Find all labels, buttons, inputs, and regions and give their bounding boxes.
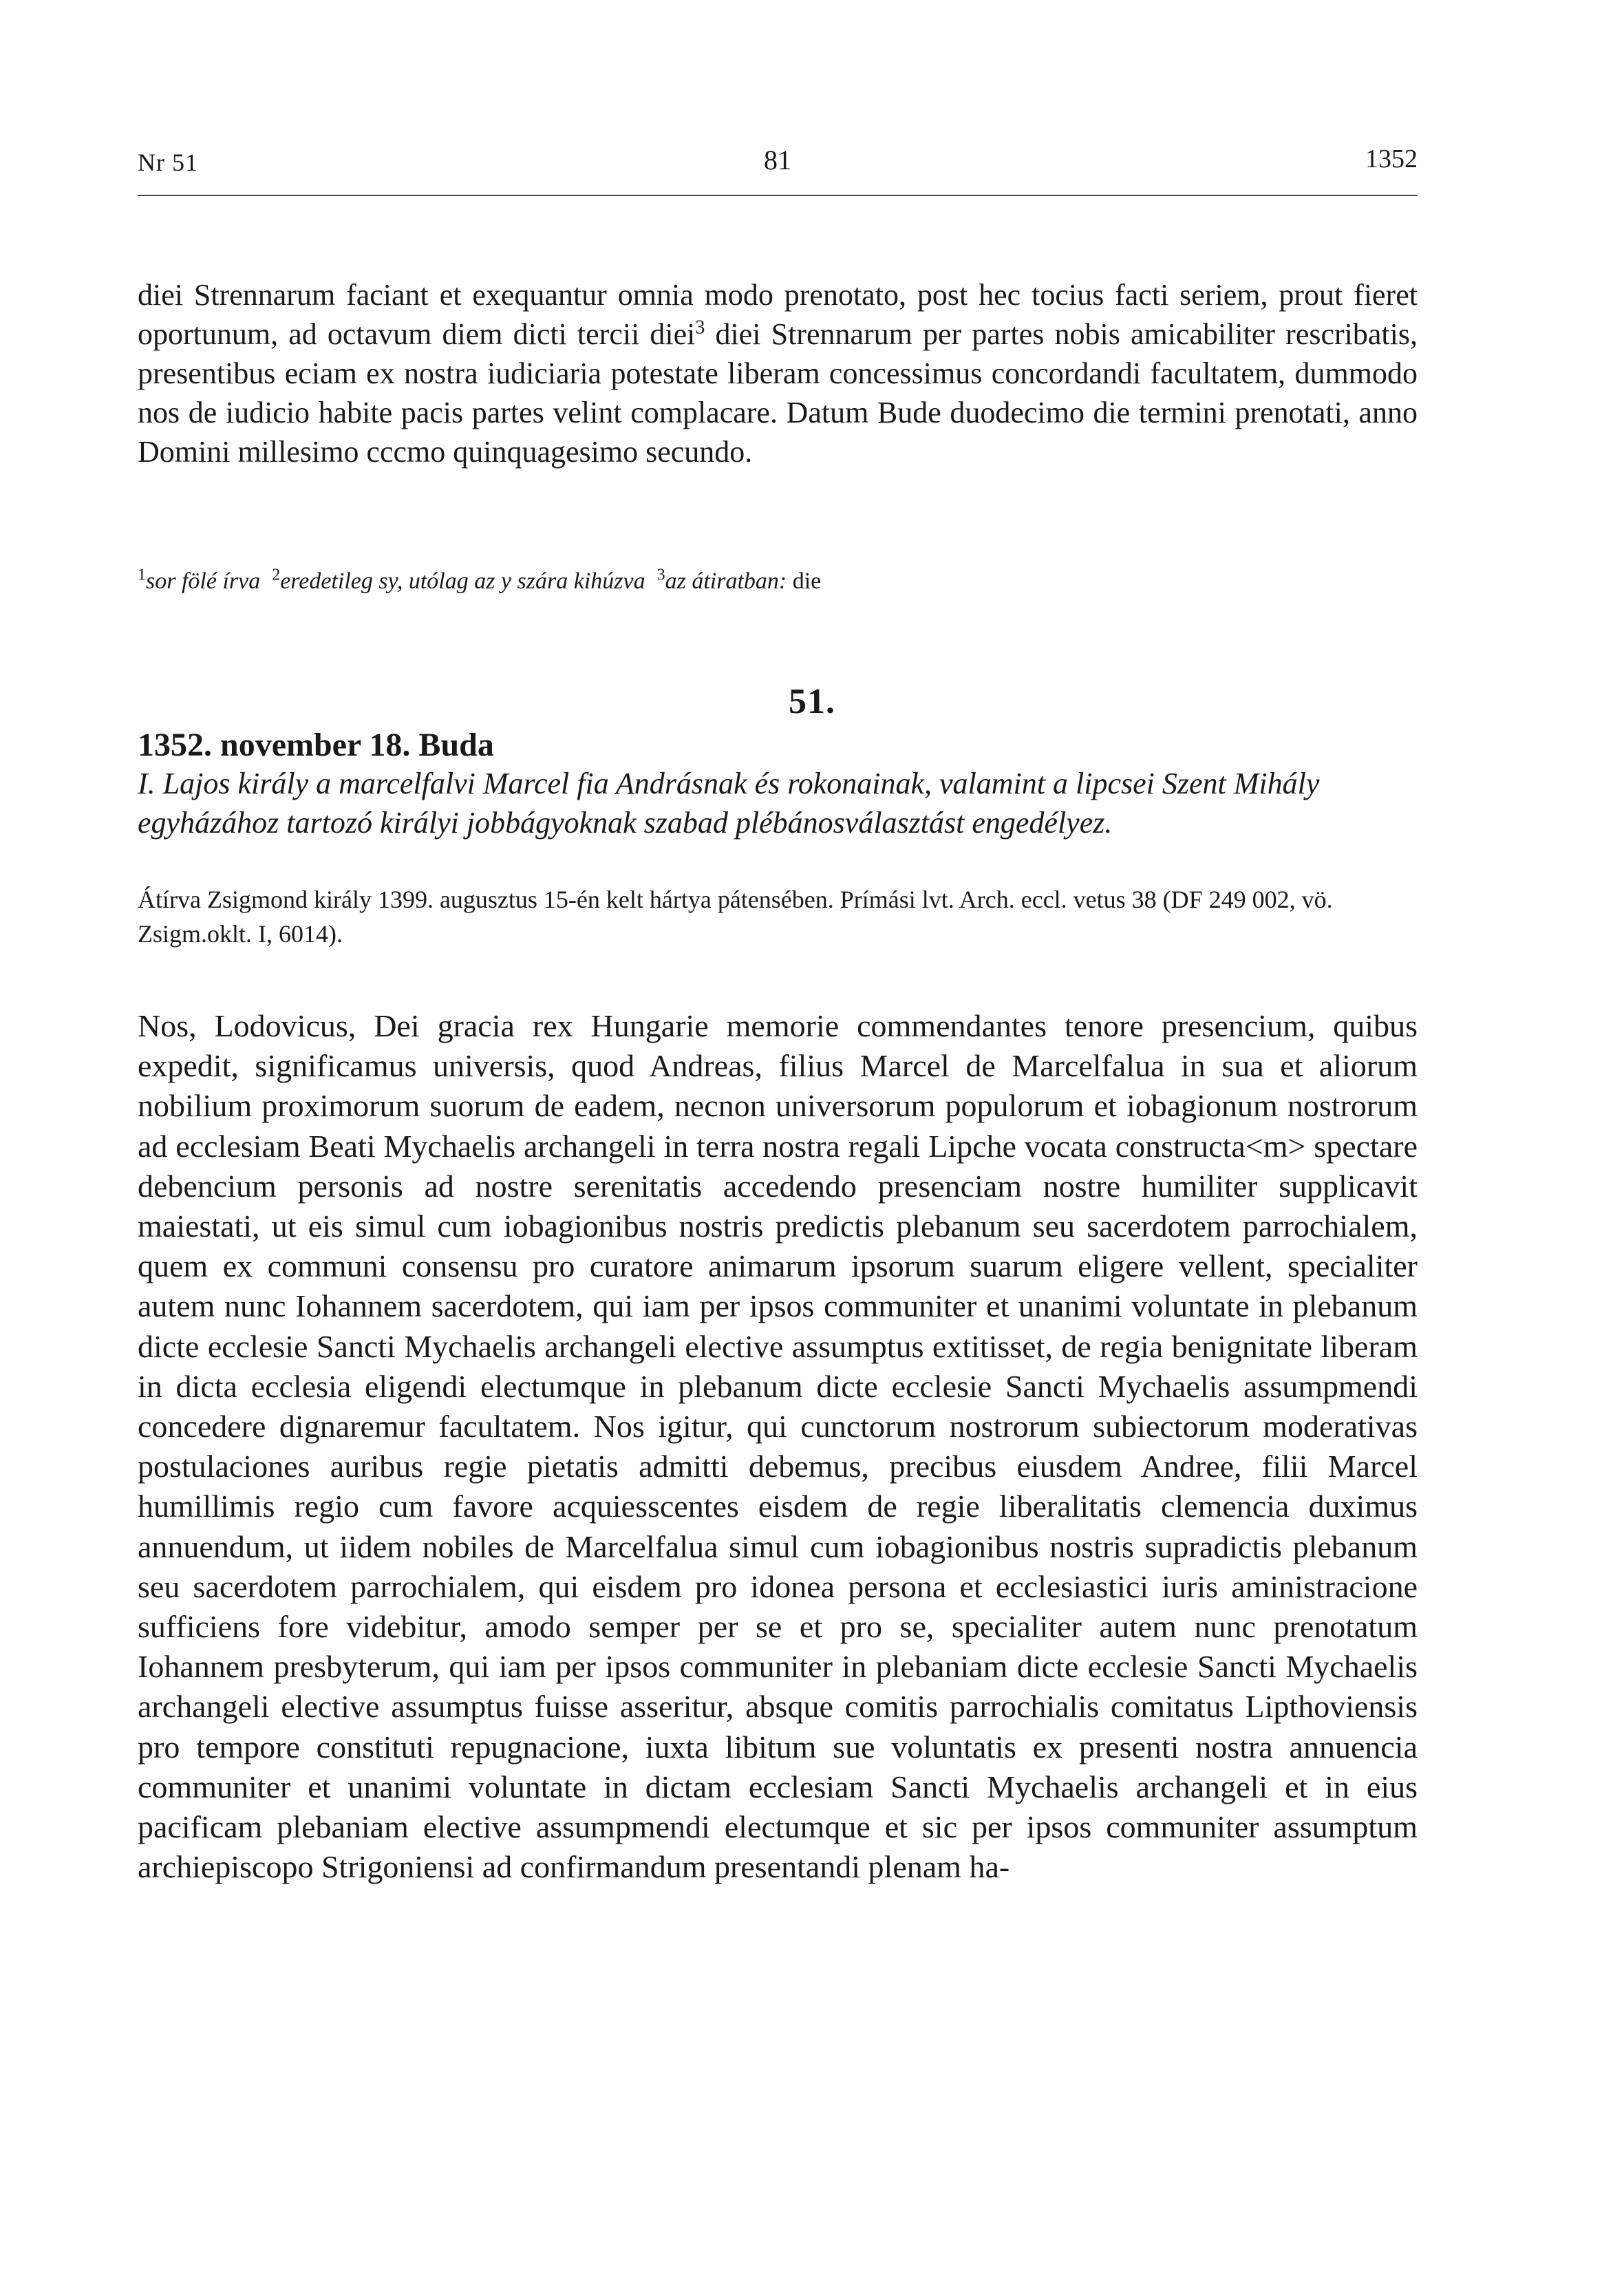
charter-text: Nos, Lodovicus, Dei gracia rex Hungarie memorie commendantes tenore presencium, quibus expedit, significamus universis, quod Andreas, filius Marcel de Marcelfalua in sua et aliorum nobilium proximorum suorum de eadem, necnon universorum populorum et iobagionum nostrorum ad ecclesiam Beati Mychaelis archangeli in terra nostra regali Lipche vocata constructa<m> spectare debencium personis ad nostre serenitatis accedendo presenciam nostre humiliter supplicavit maiestati, ut eis simul cum iobagionibus nostris predictis plebanum seu sacerdotem parrochialem, quem ex communi consensu pro curatore animarum ipsorum suarum eligere vellent, specialiter autem nunc Iohannem sacerdotem, qui iam per ipsos communiter et unanimi voluntate in plebanum dicte ecclesie Sancti Mychaelis archangeli elective assumptus extitisset, de regia benignitate liberam in dicta ecclesia eligendi electumque in plebanum dicte ecclesie Sancti Mychaelis assumpmendi concedere dignaremur facultatem. Nos igitur, qui cunctorum nostrorum subiectorum moderativas postulaciones auribus regie pietatis admitti debemus, precibus eiusdem Andree, filii Marcel humillimis regio cum favore acquiesscentes eisdem de regie liberalitatis clemencia duximus annuendum, ut iidem nobiles de Marcelfalua simul cum iobagionibus nostris supradictis plebanum seu sacerdotem parrochialem, qui eisdem pro idonea persona et ecclesiastici iuris aministracione sufficiens fore videbitur, amodo semper per se et pro se, specialiter autem nunc prenotatum Iohannem presbyterum, qui iam per ipsos communiter in plebaniam dicte ecclesie Sancti Mychaelis archangeli elective assumptus fuisse asseritur, absque comitis parrochialis comitatus Lipthoviensis pro tempore constituti repugnacione, iuxta libitum sue voluntatis ex presenti nostra annuencia communiter et unanimi voluntate in dictam ecclesiam Sancti Mychaelis archangeli et in eius pacificam plebaniam elective assumpmendi electumque et sic per ipsos communiter assumptum archiepiscopo Strigoniensi ad confirmandum presentandi plenam ha- [138,1008,1418,1885]
footnote-number: 2 [272,566,281,584]
footnote-text: az átiratban: [665,568,787,594]
footnote-number: 1 [138,566,146,584]
footnote-ref: 3 [695,317,705,339]
running-head [138,145,1418,189]
footnote-number: 3 [656,566,665,584]
charter-date: 1352. november 18. Buda [138,727,494,763]
page-number: 81 [764,145,791,175]
charter-summary: I. Lajos király a marcelfalvi Marcel fia Andrásnak és rokonainak, valamint a lipcsei Szent Mihály egyházához tartozó királyi jobbágyoknak szabad plébánosválasztást engedélyez. [138,767,1320,840]
footnote-reading: die [787,568,822,594]
continuation-paragraph [138,275,1418,471]
footnotes [138,566,1418,597]
charter-number: 51. [789,682,835,721]
header-rule [138,195,1418,196]
footnote-text: eredetileg sy, utólag az y szára kihúzva [280,568,645,594]
source-note: Átírva Zsigmond király 1399. augusztus 15-én kelt hártya pátensében. Prímási lvt. Arch. eccl. vetus 38 (DF 249 002, vö. Zsigm.oklt. I, 6014). [138,886,1333,948]
continuation-text-1: diei Strennarum faciant et exequantur omnia modo prenotato, post hec tocius facti seriem, prout fieret oportunum, ad octavum diem dicti tercii diei [138,278,1418,351]
header-year: 1352 [1365,145,1418,173]
document-number-label: Nr 51 [138,149,198,176]
footnote-text: sor fölé írva [146,568,261,594]
continuation-text-2: diei Strennarum per partes nobis amicabiliter rescribatis, presentibus eciam ex nostra iudiciaria potestate liberam concessimus concordandi facultatem, dummodo nos de iudicio habite pacis partes velint complacare. Datum Bude duodecimo die termini prenotati, anno Domini millesimo cccmo quinquagesimo secundo. [138,317,1418,469]
